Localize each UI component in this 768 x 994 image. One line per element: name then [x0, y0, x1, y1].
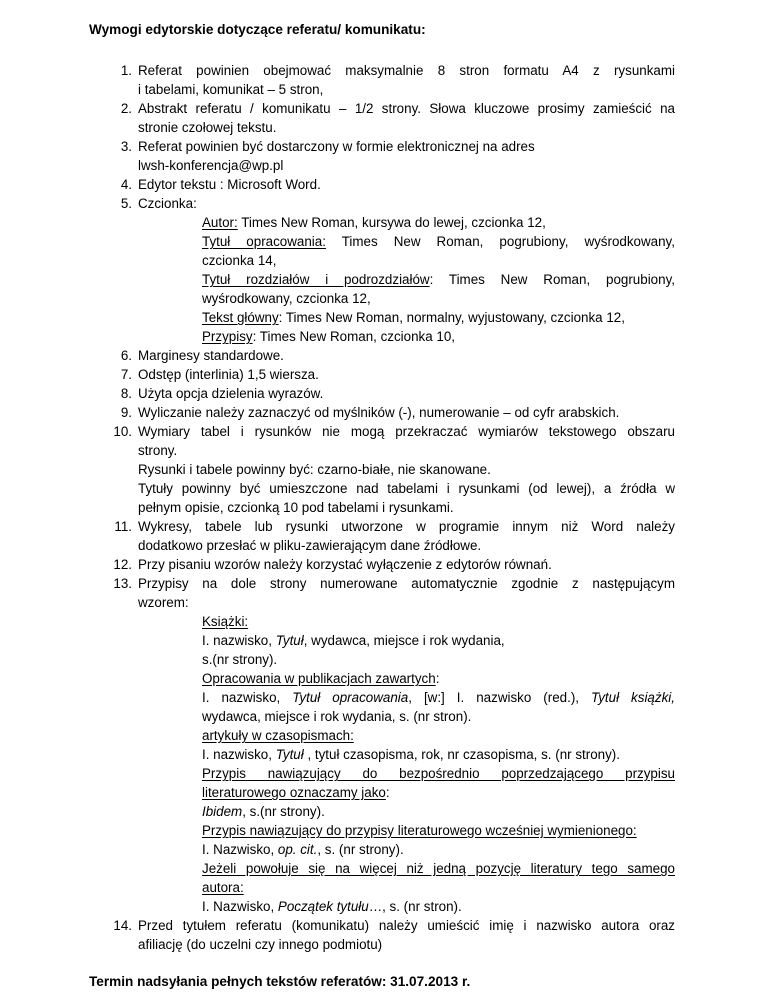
citation-heading-same-author-cont: autora:: [202, 880, 244, 895]
email-address: lwsh-konferencja@wp.pl: [138, 158, 284, 173]
list-item-text: Edytor tekstu : Microsoft Word.: [138, 177, 321, 192]
list-item-text: Wykresy, tabele lub rysunki utworzone w programie innym niż Word należy: [138, 519, 675, 534]
item-number: 11.: [114, 519, 132, 534]
list-item-text: Odstęp (interlinia) 1,5 wiersza.: [138, 367, 319, 382]
list-item-text: Przy pisaniu wzorów należy korzystać wyłączenie z edytorów równań.: [138, 557, 552, 572]
citation-heading-books: Książki:: [202, 614, 249, 629]
citation-pattern: I. nazwisko, Tytuł , tytuł czasopisma, rok, nr czasopisma, s. (nr strony).: [202, 747, 620, 762]
font-spec-author: Autor: Times New Roman, kursywa do lewej, czcionka 12,: [202, 215, 546, 230]
item-number: 13.: [113, 576, 132, 591]
item-number: 8.: [120, 386, 132, 401]
list-item-text: Rysunki i tabele powinny być: czarno-białe, nie skanowane.: [138, 462, 491, 477]
list-item-text: Użyta opcja dzielenia wyrazów.: [138, 386, 324, 401]
list-item-text: pełnym opisie, czcionką 10 pod tabelami i rysunkami.: [138, 500, 454, 515]
font-spec-chapters: Tytuł rozdziałów i podrozdziałów: Times New Roman, pogrubiony,: [202, 272, 675, 287]
list-item-text: Referat powinien obejmować maksymalnie 8 stron formatu A4 z rysunkami: [138, 63, 675, 78]
list-item-text: dodatkowo przesłać w pliku-zawierającym dane źródłowe.: [138, 538, 482, 553]
list-item-text: Przypisy na dole strony numerowane automatycznie zgodnie z następującym: [138, 576, 675, 591]
item-number: 3.: [120, 139, 132, 154]
item-number: 6.: [120, 348, 132, 363]
item-number: 7.: [120, 367, 132, 382]
page-heading: Wymogi edytorskie dotyczące referatu/ komunikatu:: [89, 22, 426, 37]
list-item-text: Tytuły powinny być umieszczone nad tabelami i rysunkami (od lewej), a źródła w: [138, 481, 675, 496]
item-number: 9.: [120, 405, 132, 420]
citation-pattern: Ibidem, s.(nr strony).: [202, 804, 325, 819]
citation-pattern: I. nazwisko, Tytuł opracowania, [w:] I. nazwisko (red.), Tytuł książki,: [202, 690, 675, 705]
list-item-text: i tabelami, komunikat – 5 stron,: [138, 82, 324, 97]
item-number: 12.: [113, 557, 132, 572]
deadline-footer: Termin nadsyłania pełnych tekstów referatów: 31.07.2013 r.: [89, 974, 471, 989]
citation-pattern: I. Nazwisko, Początek tytułu…, s. (nr stron).: [202, 899, 462, 914]
font-spec-chapters-cont: wyśrodkowany, czcionka 12,: [202, 291, 371, 306]
citation-pattern: I. nazwisko, Tytuł, wydawca, miejsce i rok wydania,: [202, 633, 505, 648]
list-item-text: Wymiary tabel i rysunków nie mogą przekraczać wymiarów tekstowego obszaru: [138, 424, 675, 439]
citation-heading-ibidem: Przypis nawiązujący do bezpośrednio poprzedzającego przypisu: [202, 766, 675, 781]
citation-pattern: s.(nr strony).: [202, 652, 278, 667]
citation-heading-articles: artykuły w czasopismach:: [202, 728, 354, 743]
item-number: 1.: [120, 63, 132, 78]
font-spec-main-text: Tekst główny: Times New Roman, normalny, wyjustowany, czcionka 12,: [202, 310, 625, 325]
item-number: 14.: [113, 918, 132, 933]
list-item-text: Abstrakt referatu / komunikatu – 1/2 strony. Słowa kluczowe prosimy zamieścić na: [138, 101, 675, 116]
citation-heading-opcit: Przypis nawiązujący do przypisy literaturowego wcześniej wymienionego:: [202, 823, 637, 838]
citation-heading-same-author: Jeżeli powołuje się na więcej niż jedną pozycję literatury tego samego: [202, 861, 675, 876]
list-item-text: stronie czołowej tekstu.: [138, 120, 277, 135]
font-spec-title-cont: czcionka 14,: [202, 253, 277, 268]
font-spec-title: Tytuł opracowania: Times New Roman, pogrubiony, wyśrodkowany,: [202, 234, 675, 249]
item-number: 10.: [113, 424, 132, 439]
citation-pattern: I. Nazwisko, op. cit., s. (nr strony).: [202, 842, 404, 857]
list-item-text: Referat powinien być dostarczony w formie elektronicznej na adres: [138, 139, 535, 154]
item-number: 2.: [120, 101, 132, 116]
list-item-text: Marginesy standardowe.: [138, 348, 284, 363]
list-item-text: Czcionka:: [138, 196, 197, 211]
list-item-text: strony.: [138, 443, 178, 458]
item-number: 4.: [120, 177, 132, 192]
citation-pattern: wydawca, miejsce i rok wydania, s. (nr stron).: [202, 709, 472, 724]
list-item-text: wzorem:: [138, 595, 189, 610]
list-item-text: Przed tytułem referatu (komunikatu) należy umieścić imię i nazwisko autora oraz: [138, 918, 675, 933]
item-number: 5.: [120, 196, 132, 211]
citation-heading-ibidem-cont: literaturowego oznaczamy jako:: [202, 785, 390, 800]
list-item-text: Wyliczanie należy zaznaczyć od myślników (-), numerowanie – od cyfr arabskich.: [138, 405, 620, 420]
list-item-text: afiliację (do uczelni czy innego podmiotu): [138, 937, 383, 952]
citation-heading-chapters: Opracowania w publikacjach zawartych:: [202, 671, 440, 686]
font-spec-footnotes: Przypisy: Times New Roman, czcionka 10,: [202, 329, 456, 344]
